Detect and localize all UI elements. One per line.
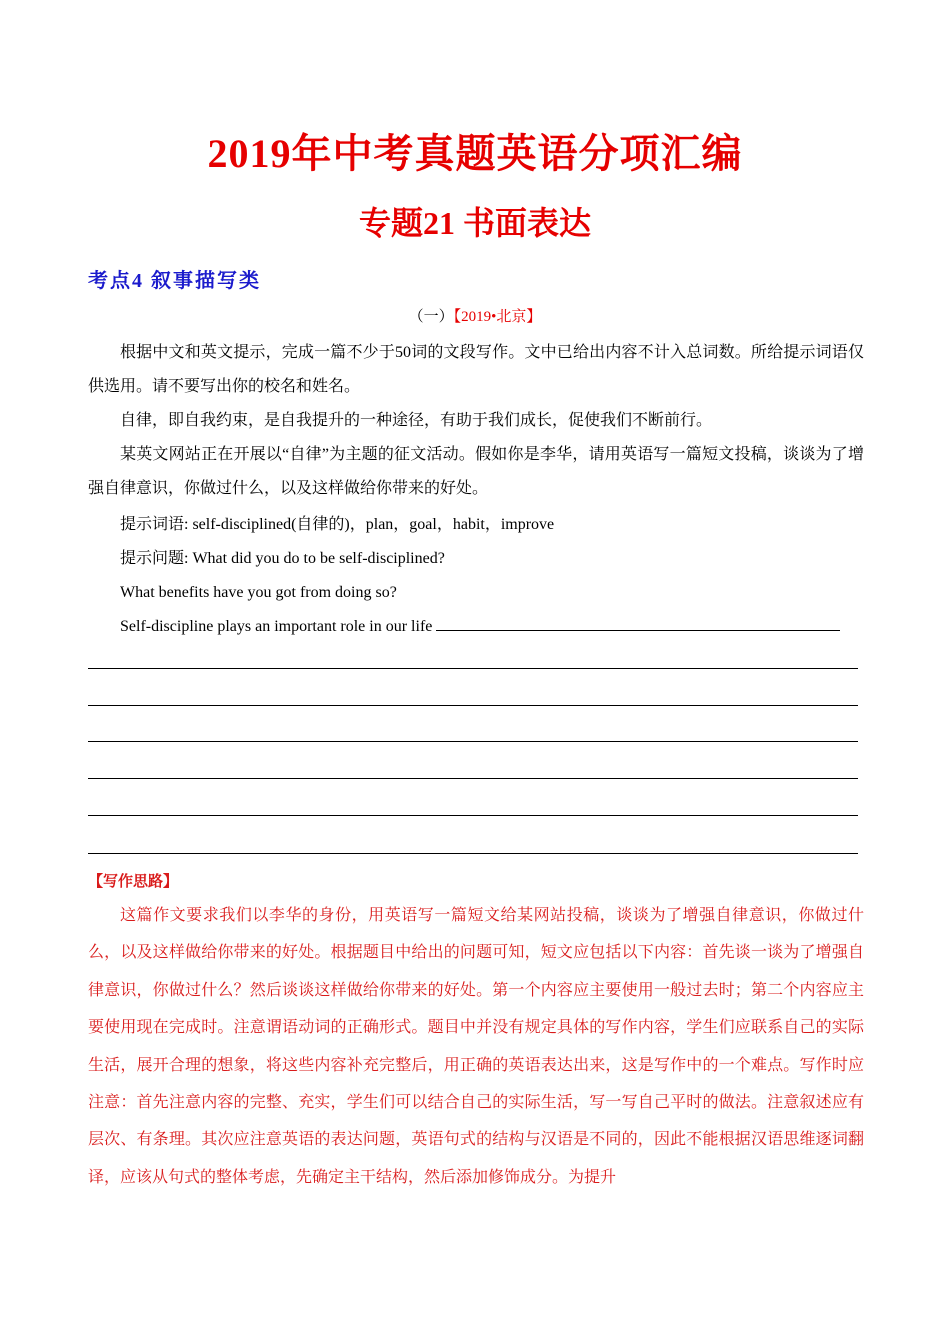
question-source [0,305,950,326]
hint-question-2: What benefits have you got from doing so? [120,584,397,601]
hint-question-1: 提示问题: What did you do to be self-disciplined? [120,550,445,567]
question-number: （一） [408,309,454,325]
answer-line[interactable] [88,853,858,854]
analysis-heading: 【写作思路】 [88,874,179,890]
answer-line[interactable] [88,705,858,706]
document-title: 2019年中考真题英语分项汇编 [207,131,743,176]
answer-line[interactable] [88,778,858,779]
document-subtitle: 专题21 书面表达 [358,205,591,241]
starter-sentence [88,610,864,644]
answer-line[interactable] [88,815,858,816]
question-origin: 【2019•北京】 [453,309,542,325]
task-paragraph: 某英文网站正在开展以“自律”为主题的征文活动。假如你是李华，请用英语写一篇短文投稿，谈谈为了增强自律意识，你做过什么，以及这样做给你带来的好处。 [88,446,864,497]
analysis-body: 这篇作文要求我们以李华的身份，用英语写一篇短文给某网站投稿，谈谈为了增强自律意识，你做过什么，以及这样做给你带来的好处。根据题目中给出的问题可知，短文应包括以下内容：首先谈一谈为了增强自律意识，你做过什么？然后谈谈这样做给你带来的好处。第一个内容应主要使用一般过去时；第二个内容应主要使用现在完成时。注意谓语动词的正确形式。题目中并没有规定具体的写作内容，学生们应联系自己的实际生活，展开合理的想象，将这些内容补充完整后，用正确的英语表达出来，这是写作中的一个难点。写作时应注意：首先注意内容的完整、充实，学生们可以结合自己的实际生活，写一写自己平时的做法。注意叙述应有层次、有条理。其次应注意英语的表达问题，英语句式的结构与汉语是不同的，因此不能根据汉语思维逐词翻译，应该从句式的整体考虑，先确定主干结构，然后添加修饰成分。为提升 [88,907,864,1186]
answer-line[interactable] [88,668,858,669]
answer-blank-inline[interactable] [436,612,840,631]
hint-words: 提示词语: self-disciplined(自律的)，plan，goal，habit，improve [120,516,555,533]
instruction-paragraph: 根据中文和英文提示，完成一篇不少于50词的文段写作。文中已给出内容不计入总词数。所给提示词语仅供选用。请不要写出你的校名和姓名。 [88,344,864,395]
starter-text: Self-discipline plays an important role in our life [120,618,433,635]
intro-paragraph: 自律，即自我约束，是自我提升的一种途径，有助于我们成长，促使我们不断前行。 [120,412,713,429]
answer-line[interactable] [88,741,858,742]
section-heading: 考点4 叙事描写类 [88,270,261,292]
